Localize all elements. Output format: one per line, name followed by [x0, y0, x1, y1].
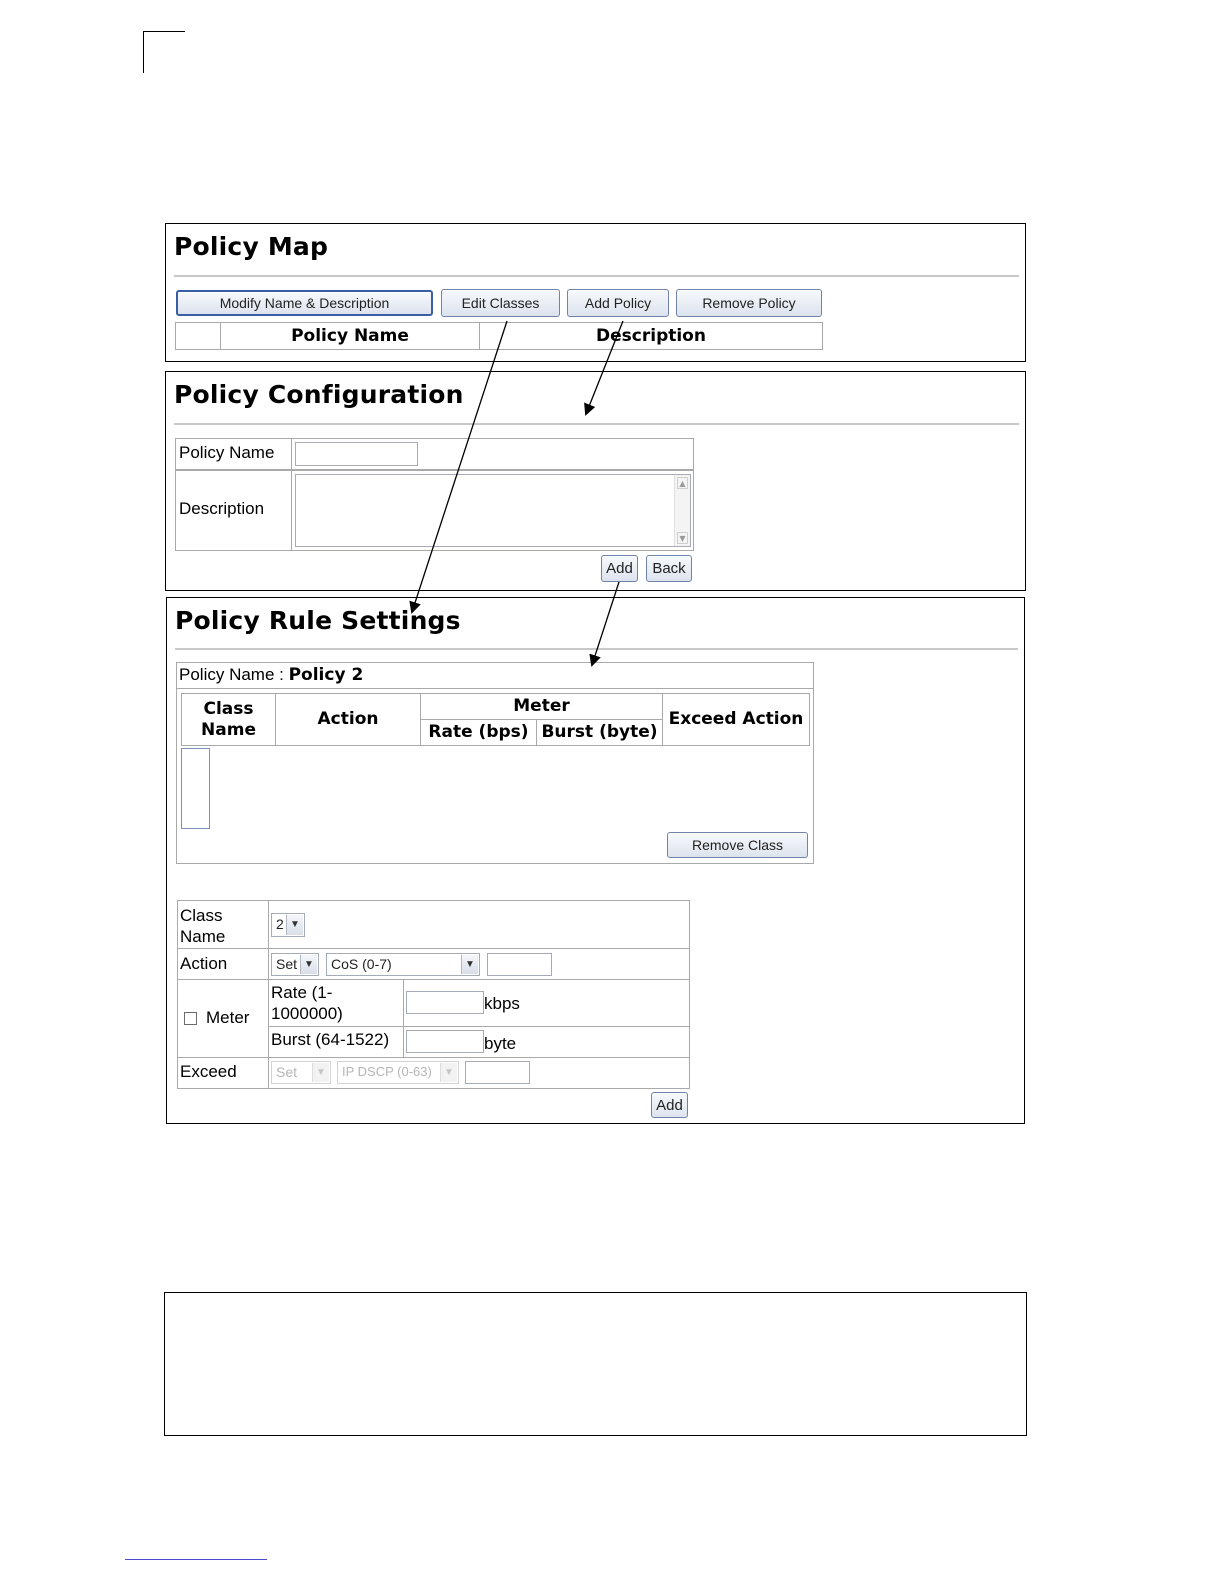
footer-link-underline	[125, 1559, 267, 1560]
rule-header-burst: Burst (byte)	[536, 719, 663, 746]
burst-unit: byte	[484, 1034, 517, 1053]
add-policy-button[interactable]: Add Policy	[567, 289, 669, 317]
meter-label: Meter	[206, 1008, 250, 1027]
form-class-name-label: Class Name	[177, 900, 269, 949]
policy-rule-settings-title: Policy Rule Settings	[175, 606, 461, 635]
scroll-up-icon[interactable]: ▲	[677, 477, 688, 489]
chevron-down-icon: ▼	[312, 1063, 329, 1082]
rate-unit: kbps	[484, 994, 520, 1013]
action-select-value: Set	[276, 956, 298, 972]
policy-table-header-name: Policy Name	[220, 322, 480, 350]
scroll-down-icon[interactable]: ▼	[677, 532, 688, 544]
config-add-button[interactable]: Add	[601, 555, 638, 582]
rule-header-meter: Meter	[420, 693, 663, 720]
rule-header-rate: Rate (bps)	[420, 719, 537, 746]
rule-header-class-name: Class Name	[181, 693, 276, 746]
policy-table-header-description: Description	[479, 322, 823, 350]
description-label: Description	[175, 470, 292, 551]
class-name-select-value: 2	[276, 916, 284, 932]
rule-header-action: Action	[275, 693, 421, 746]
policy-name-label: Policy Name	[175, 438, 292, 470]
rule-header-exceed-action: Exceed Action	[662, 693, 810, 746]
rule-policy-name-label: Policy Name :	[179, 665, 289, 684]
remove-class-button[interactable]: Remove Class	[667, 832, 808, 858]
config-back-button[interactable]: Back	[646, 555, 692, 582]
burst-label: Burst (64-1522)	[268, 1026, 404, 1058]
chevron-down-icon: ▼	[300, 955, 317, 974]
arrow-add-policy	[586, 321, 623, 414]
edit-classes-button[interactable]: Edit Classes	[441, 289, 560, 317]
chevron-down-icon: ▼	[440, 1063, 457, 1082]
form-exceed-label: Exceed	[177, 1057, 269, 1089]
exceed-type-select-value: IP DSCP (0-63)	[342, 1064, 432, 1079]
modify-name-description-button[interactable]: Modify Name & Description	[176, 290, 433, 316]
action-type-select-value: CoS (0-7)	[331, 956, 392, 972]
exceed-select-value: Set	[276, 1064, 298, 1080]
remove-policy-button[interactable]: Remove Policy	[676, 289, 822, 317]
policy-configuration-title: Policy Configuration	[174, 380, 464, 409]
chevron-down-icon: ▼	[461, 955, 478, 974]
rule-policy-name-value: Policy 2	[288, 665, 364, 685]
chevron-down-icon: ▼	[286, 915, 303, 935]
rule-add-button[interactable]: Add	[651, 1092, 688, 1118]
rate-label: Rate (1-1000000)	[268, 979, 404, 1027]
policy-map-title: Policy Map	[174, 232, 329, 261]
form-action-label: Action	[177, 948, 269, 980]
arrow-edit-classes	[412, 321, 507, 612]
arrow-add	[592, 582, 619, 665]
